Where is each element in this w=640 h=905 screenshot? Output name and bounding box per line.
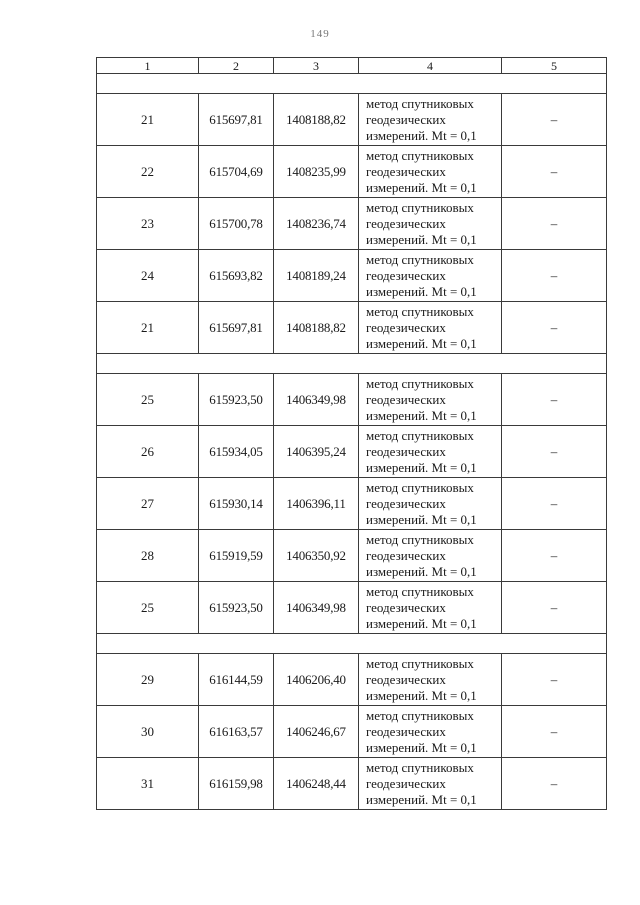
column5-cell: –	[502, 706, 607, 758]
method-cell	[359, 582, 502, 634]
column-header: 2	[199, 58, 274, 74]
x-coordinate-cell: 616163,57	[199, 706, 274, 758]
column-header: 4	[359, 58, 502, 74]
x-coordinate-cell: 615704,69	[199, 146, 274, 198]
group-separator-row	[97, 634, 607, 654]
x-coordinate-cell: 615697,81	[199, 94, 274, 146]
method-line: геодезических	[366, 671, 446, 687]
page-number: 149	[310, 28, 330, 40]
method-line: геодезических	[366, 111, 446, 127]
table-row	[97, 706, 607, 758]
group-separator-row	[97, 74, 607, 94]
method-cell	[359, 146, 502, 198]
method-line: геодезических	[366, 319, 446, 335]
group-separator-row	[97, 354, 607, 374]
method-line: геодезических	[366, 775, 446, 791]
y-coordinate-cell: 1406349,98	[274, 374, 359, 426]
method-line: измерений. Mt = 0,1	[366, 687, 477, 703]
point-number-cell: 25	[97, 582, 199, 634]
table-row	[97, 94, 607, 146]
method-line: геодезических	[366, 495, 446, 511]
point-number-cell: 28	[97, 530, 199, 582]
method-line: метод спутниковых	[366, 759, 474, 775]
column5-cell: –	[502, 250, 607, 302]
column5-cell: –	[502, 530, 607, 582]
method-line: измерений. Mt = 0,1	[366, 739, 477, 755]
y-coordinate-cell: 1408188,82	[274, 302, 359, 354]
method-cell	[359, 706, 502, 758]
column5-cell: –	[502, 302, 607, 354]
method-line: метод спутниковых	[366, 199, 474, 215]
method-cell	[359, 478, 502, 530]
method-cell	[359, 94, 502, 146]
x-coordinate-cell: 615930,14	[199, 478, 274, 530]
column5-cell: –	[502, 478, 607, 530]
x-coordinate-cell: 615693,82	[199, 250, 274, 302]
method-line: метод спутниковых	[366, 655, 474, 671]
table-row	[97, 374, 607, 426]
method-line: измерений. Mt = 0,1	[366, 127, 477, 143]
x-coordinate-cell: 615697,81	[199, 302, 274, 354]
point-number-cell: 25	[97, 374, 199, 426]
y-coordinate-cell: 1406396,11	[274, 478, 359, 530]
column5-cell: –	[502, 426, 607, 478]
point-number-cell: 31	[97, 758, 199, 810]
column5-cell: –	[502, 198, 607, 250]
method-line: геодезических	[366, 267, 446, 283]
method-cell	[359, 198, 502, 250]
method-line: метод спутниковых	[366, 375, 474, 391]
method-line: измерений. Mt = 0,1	[366, 791, 477, 807]
table-row	[97, 478, 607, 530]
column-header: 5	[502, 58, 607, 74]
column5-cell: –	[502, 758, 607, 810]
group-separator-cell	[97, 634, 607, 654]
column5-cell: –	[502, 582, 607, 634]
method-line: измерений. Mt = 0,1	[366, 615, 477, 631]
x-coordinate-cell: 615923,50	[199, 582, 274, 634]
point-number-cell: 21	[97, 302, 199, 354]
method-line: измерений. Mt = 0,1	[366, 407, 477, 423]
point-number-cell: 24	[97, 250, 199, 302]
column5-cell: –	[502, 146, 607, 198]
column-header: 1	[97, 58, 199, 74]
point-number-cell: 30	[97, 706, 199, 758]
point-number-cell: 26	[97, 426, 199, 478]
method-line: метод спутниковых	[366, 427, 474, 443]
x-coordinate-cell: 615919,59	[199, 530, 274, 582]
method-line: измерений. Mt = 0,1	[366, 563, 477, 579]
y-coordinate-cell: 1406206,40	[274, 654, 359, 706]
y-coordinate-cell: 1408236,74	[274, 198, 359, 250]
x-coordinate-cell: 615923,50	[199, 374, 274, 426]
method-line: геодезических	[366, 391, 446, 407]
y-coordinate-cell: 1406349,98	[274, 582, 359, 634]
method-line: измерений. Mt = 0,1	[366, 283, 477, 299]
method-line: измерений. Mt = 0,1	[366, 511, 477, 527]
method-line: геодезических	[366, 547, 446, 563]
method-cell	[359, 530, 502, 582]
method-line: метод спутниковых	[366, 303, 474, 319]
method-cell	[359, 426, 502, 478]
method-line: метод спутниковых	[366, 583, 474, 599]
column-header: 3	[274, 58, 359, 74]
table-row	[97, 302, 607, 354]
column5-cell: –	[502, 374, 607, 426]
method-cell	[359, 654, 502, 706]
method-cell	[359, 302, 502, 354]
coordinates-table	[96, 57, 607, 810]
method-line: метод спутниковых	[366, 707, 474, 723]
table-row	[97, 582, 607, 634]
table-row	[97, 654, 607, 706]
method-line: метод спутниковых	[366, 147, 474, 163]
method-line: геодезических	[366, 163, 446, 179]
group-separator-cell	[97, 74, 607, 94]
method-line: измерений. Mt = 0,1	[366, 335, 477, 351]
method-line: измерений. Mt = 0,1	[366, 459, 477, 475]
x-coordinate-cell: 616144,59	[199, 654, 274, 706]
column5-cell: –	[502, 94, 607, 146]
method-line: измерений. Mt = 0,1	[366, 179, 477, 195]
y-coordinate-cell: 1406246,67	[274, 706, 359, 758]
table-header-row	[97, 58, 607, 74]
x-coordinate-cell: 616159,98	[199, 758, 274, 810]
point-number-cell: 23	[97, 198, 199, 250]
method-cell	[359, 758, 502, 810]
x-coordinate-cell: 615934,05	[199, 426, 274, 478]
method-cell	[359, 250, 502, 302]
y-coordinate-cell: 1406395,24	[274, 426, 359, 478]
method-line: метод спутниковых	[366, 479, 474, 495]
table-row	[97, 758, 607, 810]
method-line: геодезических	[366, 723, 446, 739]
table-row	[97, 250, 607, 302]
method-line: геодезических	[366, 443, 446, 459]
column5-cell: –	[502, 654, 607, 706]
method-line: метод спутниковых	[366, 251, 474, 267]
method-line: геодезических	[366, 215, 446, 231]
group-separator-cell	[97, 354, 607, 374]
method-cell	[359, 374, 502, 426]
y-coordinate-cell: 1406350,92	[274, 530, 359, 582]
table-row	[97, 146, 607, 198]
table-row	[97, 198, 607, 250]
point-number-cell: 22	[97, 146, 199, 198]
table-row	[97, 426, 607, 478]
y-coordinate-cell: 1406248,44	[274, 758, 359, 810]
y-coordinate-cell: 1408235,99	[274, 146, 359, 198]
method-line: метод спутниковых	[366, 95, 474, 111]
point-number-cell: 21	[97, 94, 199, 146]
y-coordinate-cell: 1408188,82	[274, 94, 359, 146]
x-coordinate-cell: 615700,78	[199, 198, 274, 250]
point-number-cell: 29	[97, 654, 199, 706]
method-line: геодезических	[366, 599, 446, 615]
method-line: метод спутниковых	[366, 531, 474, 547]
y-coordinate-cell: 1408189,24	[274, 250, 359, 302]
table-row	[97, 530, 607, 582]
point-number-cell: 27	[97, 478, 199, 530]
method-line: измерений. Mt = 0,1	[366, 231, 477, 247]
